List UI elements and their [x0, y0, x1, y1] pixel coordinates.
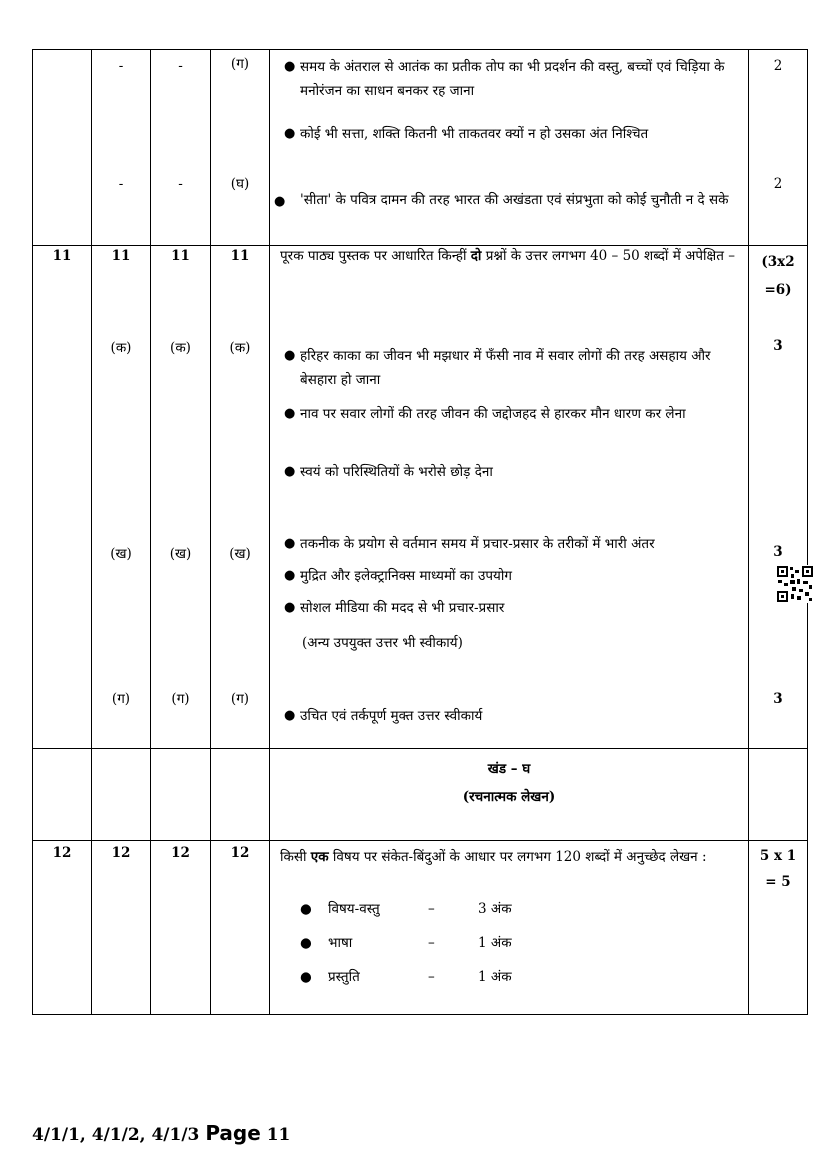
marks-value: 5 x 1 = 5: [759, 848, 797, 890]
cell-set2: [92, 749, 151, 841]
cell-set4: [211, 246, 270, 749]
answer-point: ● उचित एवं तर्कपूर्ण मुक्त उत्तर स्वीकार्य: [288, 704, 738, 728]
bullet-icon: ●: [300, 935, 312, 951]
scheme-dash: –: [428, 901, 435, 917]
page-label: Page: [205, 1121, 261, 1145]
cell-set2: [92, 246, 151, 749]
sub-question-label: (ग): [230, 56, 250, 72]
answer-point: ● नाव पर सवार लोगों की तरह जीवन की जद्दोजहद से हारकर मौन धारण कर लेना: [288, 402, 738, 426]
section-subtitle: (रचनात्मक लेखन): [462, 789, 556, 805]
qr-code-icon: [776, 565, 814, 603]
question-number: 11: [171, 248, 190, 264]
marks-value: 2: [773, 58, 783, 74]
bullet-icon: ●: [300, 901, 312, 917]
page-number: 11: [260, 1125, 291, 1145]
bullet-icon: ●: [284, 59, 296, 74]
answer-point: ● हरिहर काका का जीवन भी मझधार में फँसी नाव में सवार लोगों की तरह असहाय और बेसहारा हो जाना: [288, 344, 738, 392]
cell-marks: [749, 246, 808, 749]
bullet-icon: ●: [284, 464, 296, 479]
scheme-item: प्रस्तुति: [328, 969, 360, 985]
bullet-icon: ●: [284, 126, 296, 141]
sub-question-label: (ग): [111, 691, 131, 707]
question-instruction: पूरक पाठ्य पुस्तक पर आधारित किन्हीं दो प्रश्नों के उत्तर लगभग 40 – 50 शब्दों में अपेक्षित –: [280, 248, 735, 264]
cell-set2: [92, 841, 151, 1015]
paper-codes: 4/1/1, 4/1/2, 4/1/3: [32, 1125, 206, 1145]
bullet-icon: ●: [284, 708, 296, 723]
question-number: 12: [230, 845, 250, 861]
cell-set3: [151, 749, 211, 841]
bullet-icon: ●: [284, 536, 296, 551]
sub-question-label: (ग): [230, 691, 250, 707]
sub-question-label: (ख): [169, 546, 192, 562]
table-row: [33, 246, 808, 749]
cell-answer: [270, 246, 749, 749]
cell-set2: [92, 50, 151, 246]
sub-question-label: (क): [110, 340, 132, 356]
bullet-icon: ●: [300, 969, 312, 985]
cell-set4: [211, 841, 270, 1015]
cell-marks: [749, 749, 808, 841]
cell-set3: [151, 50, 211, 246]
scheme-dash: –: [428, 935, 435, 951]
question-instruction: किसी एक विषय पर संकेत-बिंदुओं के आधार पर लगभग 120 शब्दों में अनुच्छेद लेखन :: [280, 849, 707, 865]
answer-point: ● 'सीता' के पवित्र दामन की तरह भारत की अखंडता एवं संप्रभुता को कोई चुनौती न दे सके: [278, 188, 738, 212]
cell-marks: [749, 841, 808, 1015]
section-title: खंड – घ: [487, 761, 531, 777]
table-row: [33, 50, 808, 246]
sub-question-label: (ख): [110, 546, 132, 562]
marks-value: 3: [773, 544, 783, 560]
scheme-dash: –: [428, 969, 435, 985]
dash-text: -: [118, 176, 124, 192]
bullet-icon: ●: [284, 406, 296, 421]
scheme-item: विषय-वस्तु: [328, 901, 380, 917]
answer-point: ● स्वयं को परिस्थितियों के भरोसे छोड़ देना: [288, 460, 738, 484]
dash-text: -: [118, 58, 124, 74]
scheme-item: भाषा: [328, 935, 353, 951]
marks-value: 3: [773, 338, 783, 354]
marks-value: 2: [773, 176, 783, 192]
cell-answer: [270, 50, 749, 246]
answer-point: ● तकनीक के प्रयोग से वर्तमान समय में प्रचार-प्रसार के तरीकों में भारी अंतर: [288, 532, 738, 556]
cell-section-heading: [270, 749, 749, 841]
bullet-icon: ●: [274, 194, 286, 209]
bullet-icon: ●: [284, 568, 296, 583]
question-number: 11: [52, 248, 72, 264]
question-number: 12: [171, 845, 190, 861]
answer-point: ● सोशल मीडिया की मदद से भी प्रचार-प्रसार: [288, 596, 738, 620]
page-footer: [32, 1121, 290, 1145]
dash-text: -: [178, 176, 183, 192]
sub-question-label: (ख): [229, 546, 251, 562]
bullet-icon: ●: [284, 600, 296, 615]
cell-set1: [33, 50, 92, 246]
bullet-icon: ●: [284, 348, 296, 363]
cell-set4: [211, 749, 270, 841]
scheme-marks: 1 अंक: [478, 969, 512, 985]
question-number: 11: [230, 248, 250, 264]
cell-set1: [33, 749, 92, 841]
dash-text: -: [178, 58, 183, 74]
marks-value: 3: [773, 691, 783, 707]
marking-scheme-table: [32, 49, 808, 1015]
sub-question-label: (क): [229, 340, 251, 356]
answer-note: (अन्य उपयुक्त उत्तर भी स्वीकार्य): [302, 635, 463, 651]
cell-set4: [211, 50, 270, 246]
cell-marks: [749, 50, 808, 246]
question-number: 11: [111, 248, 131, 264]
marks-value: (3x2 =6): [761, 254, 795, 298]
cell-set3: [151, 246, 211, 749]
scheme-marks: 1 अंक: [478, 935, 512, 951]
table-row: [33, 841, 808, 1015]
question-number: 12: [52, 845, 72, 861]
answer-point: ● मुद्रित और इलेक्ट्रानिक्स माध्यमों का उपयोग: [288, 564, 738, 588]
cell-set1: [33, 841, 92, 1015]
sub-question-label: (ग): [171, 691, 190, 707]
table-row: [33, 749, 808, 841]
sub-question-label: (घ): [230, 176, 250, 192]
cell-answer: [270, 841, 749, 1015]
scheme-marks: 3 अंक: [478, 901, 512, 917]
question-number: 12: [111, 845, 131, 861]
answer-point: ● कोई भी सत्ता, शक्ति कितनी भी ताकतवर क्यों न हो उसका अंत निश्चित: [288, 122, 738, 146]
cell-set3: [151, 841, 211, 1015]
sub-question-label: (क): [170, 340, 191, 356]
cell-set1: [33, 246, 92, 749]
answer-point: ● समय के अंतराल से आतंक का प्रतीक तोप का भी प्रदर्शन की वस्तु, बच्चों एवं चिड़िया के मनोरंजन का साधन बनकर रह जाना: [288, 55, 738, 103]
